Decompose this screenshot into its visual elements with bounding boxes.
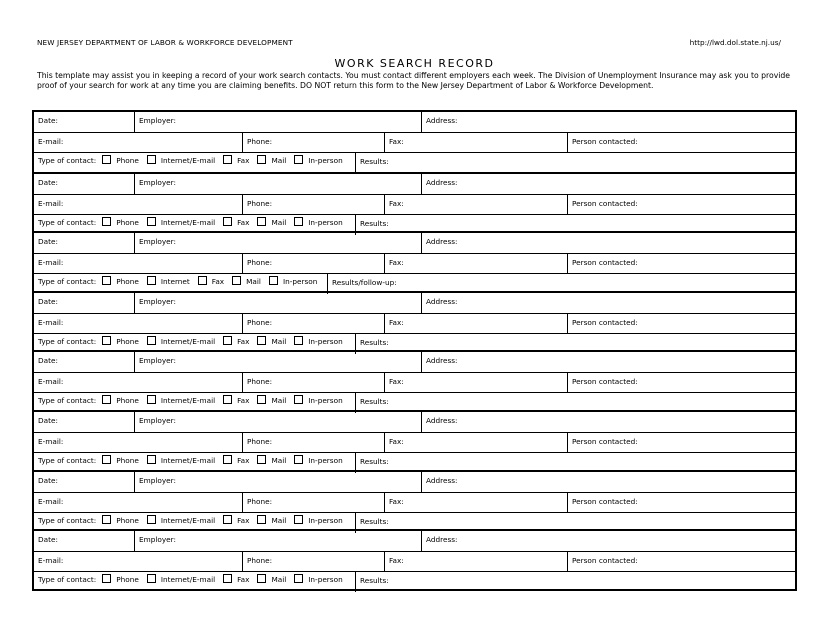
record-row-employer [34, 174, 795, 194]
address-field[interactable] [421, 233, 795, 253]
option-in-person[interactable] [294, 337, 342, 346]
phone-label: Phone: [247, 258, 273, 268]
email-field[interactable] [34, 373, 242, 393]
in-person-option-label: In-person [308, 575, 343, 585]
option-in-person[interactable] [294, 396, 342, 405]
mail-option-label: Mail [246, 277, 261, 287]
in-person-checkbox[interactable] [294, 217, 303, 226]
option-in-person[interactable] [294, 575, 342, 584]
person-contacted-field[interactable] [567, 552, 795, 572]
fax-label: Fax: [389, 437, 404, 446]
option-mail[interactable] [257, 575, 286, 584]
record-row-contact-info [34, 132, 795, 153]
option-fax[interactable] [223, 575, 249, 584]
option-phone[interactable] [102, 218, 139, 227]
internet-option-label: Internet/E-mail [160, 575, 216, 585]
person-contacted-field[interactable] [567, 373, 795, 393]
date-field[interactable] [34, 472, 134, 492]
phone-field[interactable] [242, 493, 384, 513]
contact-record [34, 470, 795, 532]
person-contacted-field[interactable] [567, 254, 795, 274]
internet-checkbox[interactable] [147, 155, 156, 164]
address-label: Address: [426, 116, 458, 125]
option-internet[interactable] [147, 218, 215, 227]
option-phone[interactable] [102, 575, 139, 584]
option-internet[interactable] [147, 516, 215, 525]
phone-label: Phone: [247, 437, 273, 446]
phone-field[interactable] [242, 133, 384, 153]
option-phone[interactable] [102, 277, 139, 286]
address-label: Address: [426, 356, 458, 366]
record-row-contact-info [34, 253, 795, 274]
internet-checkbox[interactable] [147, 515, 156, 524]
fax-label: Fax: [389, 377, 404, 387]
phone-option-label: Phone [116, 217, 139, 227]
date-label: Date: [38, 416, 58, 425]
fax-label: Fax: [389, 496, 404, 506]
mail-option-label: Mail [271, 217, 287, 227]
record-row-contact-info [34, 194, 795, 215]
option-mail[interactable] [232, 277, 261, 286]
employer-label: Employer: [139, 237, 176, 247]
employer-field[interactable] [134, 174, 421, 194]
phone-option-label: Phone [116, 396, 139, 406]
option-mail[interactable] [257, 156, 286, 165]
contact-record [34, 291, 795, 353]
fax-field[interactable] [384, 254, 567, 274]
contact-record [34, 231, 795, 293]
mail-checkbox[interactable] [257, 395, 266, 404]
phone-label: Phone: [247, 317, 273, 327]
internet-checkbox[interactable] [147, 574, 156, 583]
date-label: Date: [38, 237, 58, 247]
address-field[interactable] [421, 112, 795, 132]
fax-option-label: Fax [211, 277, 225, 287]
phone-label: Phone: [247, 556, 273, 566]
contact-type-cell [34, 572, 355, 592]
email-field[interactable] [34, 133, 242, 153]
phone-field[interactable] [242, 552, 384, 572]
mail-checkbox[interactable] [257, 217, 266, 226]
address-label: Address: [426, 475, 458, 485]
person-contacted-field[interactable] [567, 314, 795, 334]
results-label: Results: [360, 218, 389, 228]
phone-checkbox[interactable] [102, 217, 111, 226]
phone-option-label: Phone [116, 156, 139, 165]
contact-record [34, 350, 795, 412]
email-label: E-mail: [38, 377, 64, 387]
email-label: E-mail: [38, 317, 64, 327]
option-fax[interactable] [223, 337, 249, 346]
email-label: E-mail: [38, 258, 64, 268]
fax-checkbox[interactable] [223, 455, 232, 464]
mail-option-label: Mail [271, 456, 287, 465]
option-internet[interactable] [147, 396, 215, 405]
person-contacted-label: Person contacted: [572, 137, 638, 146]
option-internet[interactable] [147, 156, 215, 165]
mail-checkbox[interactable] [257, 155, 266, 164]
fax-field[interactable] [384, 552, 567, 572]
type-of-contact-label: Type of contact: [38, 396, 97, 406]
type-of-contact-label: Type of contact: [38, 156, 97, 165]
in-person-checkbox[interactable] [294, 395, 303, 404]
date-field[interactable] [34, 174, 134, 194]
phone-checkbox[interactable] [102, 515, 111, 524]
option-phone[interactable] [102, 156, 139, 165]
results-label: Results: [360, 397, 389, 407]
contact-record [34, 529, 795, 591]
date-label: Date: [38, 356, 58, 366]
mail-checkbox[interactable] [257, 574, 266, 583]
internet-option-label: Internet/E-mail [160, 336, 216, 346]
fax-checkbox[interactable] [223, 574, 232, 583]
mail-option-label: Mail [271, 575, 287, 585]
email-field[interactable] [34, 552, 242, 572]
email-label: E-mail: [38, 437, 64, 446]
address-label: Address: [426, 296, 458, 306]
record-row-contact-info [34, 492, 795, 513]
internet-option-label: Internet/E-mail [160, 456, 216, 465]
mail-option-label: Mail [271, 396, 287, 406]
email-field[interactable] [34, 195, 242, 215]
page-title: WORK SEARCH RECORD [334, 57, 495, 70]
date-field[interactable] [34, 352, 134, 372]
employer-field[interactable] [134, 472, 421, 492]
employer-label: Employer: [139, 535, 176, 545]
phone-checkbox[interactable] [102, 336, 111, 345]
internet-option-label: Internet/E-mail [160, 217, 216, 227]
phone-option-label: Phone [116, 456, 139, 465]
person-contacted-label: Person contacted: [572, 198, 638, 208]
option-in-person[interactable] [294, 516, 342, 525]
email-label: E-mail: [38, 137, 64, 146]
option-mail[interactable] [257, 218, 286, 227]
mail-option-label: Mail [271, 515, 287, 525]
address-field[interactable] [421, 472, 795, 492]
person-contacted-field[interactable] [567, 433, 795, 453]
fax-checkbox[interactable] [223, 155, 232, 164]
mail-option-label: Mail [271, 336, 287, 346]
employer-label: Employer: [139, 177, 176, 187]
type-of-contact-label: Type of contact: [38, 336, 97, 346]
phone-option-label: Phone [116, 515, 139, 525]
person-contacted-label: Person contacted: [572, 377, 638, 387]
in-person-option-label: In-person [308, 336, 343, 346]
employer-field[interactable] [134, 233, 421, 253]
results-label: Results: [360, 457, 389, 466]
date-field[interactable] [34, 112, 134, 132]
employer-field[interactable] [134, 112, 421, 132]
record-row-contact-info [34, 551, 795, 572]
results-label: Results: [360, 157, 389, 166]
option-fax[interactable] [223, 456, 249, 465]
address-field[interactable] [421, 352, 795, 372]
person-contacted-field[interactable] [567, 133, 795, 153]
employer-label: Employer: [139, 475, 176, 485]
fax-option-label: Fax [237, 336, 250, 346]
in-person-option-label: In-person [308, 515, 343, 525]
fax-field[interactable] [384, 195, 567, 215]
address-label: Address: [426, 237, 458, 247]
phone-label: Phone: [247, 137, 273, 146]
option-phone[interactable] [102, 456, 139, 465]
option-internet[interactable] [147, 277, 190, 286]
record-row-employer [34, 352, 795, 372]
fax-checkbox[interactable] [198, 276, 207, 285]
fax-option-label: Fax [237, 575, 250, 585]
contact-record [34, 112, 795, 172]
internet-option-label: Internet/E-mail [160, 396, 216, 406]
in-person-checkbox[interactable] [294, 574, 303, 583]
phone-field[interactable] [242, 373, 384, 393]
fax-option-label: Fax [237, 217, 250, 227]
address-label: Address: [426, 416, 458, 425]
phone-label: Phone: [247, 377, 273, 387]
record-row-employer [34, 233, 795, 253]
option-fax[interactable] [223, 156, 249, 165]
internet-checkbox[interactable] [147, 276, 156, 285]
fax-label: Fax: [389, 556, 404, 566]
date-field[interactable] [34, 293, 134, 313]
in-person-option-label: In-person [308, 456, 343, 465]
results-label: Results: [360, 576, 389, 586]
person-contacted-field[interactable] [567, 493, 795, 513]
fax-option-label: Fax [237, 515, 250, 525]
email-field[interactable] [34, 433, 242, 453]
phone-field[interactable] [242, 195, 384, 215]
person-contacted-label: Person contacted: [572, 556, 638, 566]
in-person-option-label: In-person [308, 217, 343, 227]
person-contacted-label: Person contacted: [572, 496, 638, 506]
date-label: Date: [38, 116, 58, 125]
option-mail[interactable] [257, 456, 286, 465]
address-field[interactable] [421, 531, 795, 551]
option-mail[interactable] [257, 396, 286, 405]
phone-checkbox[interactable] [102, 455, 111, 464]
in-person-checkbox[interactable] [269, 276, 278, 285]
in-person-option-label: In-person [308, 156, 343, 165]
option-internet[interactable] [147, 575, 215, 584]
email-field[interactable] [34, 493, 242, 513]
results-label: Results/follow-up: [332, 278, 397, 288]
employer-label: Employer: [139, 356, 176, 366]
agency-url[interactable]: http://lwd.dol.state.nj.us/ [689, 38, 781, 47]
phone-checkbox[interactable] [102, 276, 111, 285]
email-label: E-mail: [38, 556, 64, 566]
option-fax[interactable] [223, 218, 249, 227]
phone-checkbox[interactable] [102, 155, 111, 164]
internet-checkbox[interactable] [147, 336, 156, 345]
type-of-contact-label: Type of contact: [38, 277, 97, 287]
email-field[interactable] [34, 254, 242, 274]
employer-label: Employer: [139, 416, 176, 425]
internet-checkbox[interactable] [147, 455, 156, 464]
date-label: Date: [38, 296, 58, 306]
person-contacted-label: Person contacted: [572, 258, 638, 268]
fax-checkbox[interactable] [223, 395, 232, 404]
record-row-employer [34, 531, 795, 551]
phone-field[interactable] [242, 314, 384, 334]
person-contacted-label: Person contacted: [572, 437, 638, 446]
mail-checkbox[interactable] [257, 515, 266, 524]
fax-field[interactable] [384, 373, 567, 393]
in-person-checkbox[interactable] [294, 455, 303, 464]
date-field[interactable] [34, 233, 134, 253]
option-phone[interactable] [102, 396, 139, 405]
employer-field[interactable] [134, 293, 421, 313]
date-label: Date: [38, 475, 58, 485]
results-label: Results: [360, 516, 389, 526]
record-row-employer [34, 112, 795, 132]
results-label: Results: [360, 337, 389, 347]
type-of-contact-label: Type of contact: [38, 217, 97, 227]
email-field[interactable] [34, 314, 242, 334]
mail-checkbox[interactable] [257, 455, 266, 464]
contact-record [34, 410, 795, 472]
date-label: Date: [38, 535, 58, 545]
option-phone[interactable] [102, 337, 139, 346]
contact-record [34, 172, 795, 234]
fax-field[interactable] [384, 493, 567, 513]
in-person-checkbox[interactable] [294, 515, 303, 524]
in-person-checkbox[interactable] [294, 155, 303, 164]
option-in-person[interactable] [269, 277, 317, 286]
fax-field[interactable] [384, 133, 567, 153]
results-field[interactable] [355, 572, 795, 592]
phone-field[interactable] [242, 254, 384, 274]
fax-option-label: Fax [237, 156, 250, 165]
type-of-contact-label: Type of contact: [38, 515, 97, 525]
type-of-contact-label: Type of contact: [38, 456, 97, 465]
mail-option-label: Mail [271, 156, 287, 165]
option-fax[interactable] [223, 516, 249, 525]
option-in-person[interactable] [294, 456, 342, 465]
fax-label: Fax: [389, 198, 404, 208]
date-field[interactable] [34, 531, 134, 551]
internet-checkbox[interactable] [147, 395, 156, 404]
fax-checkbox[interactable] [223, 336, 232, 345]
record-row-contact-type [34, 571, 795, 592]
address-label: Address: [426, 177, 458, 187]
record-row-contact-info [34, 313, 795, 334]
phone-option-label: Phone [116, 575, 139, 585]
employer-field[interactable] [134, 352, 421, 372]
work-search-form [32, 110, 797, 591]
results-field[interactable] [355, 153, 795, 173]
fax-option-label: Fax [237, 396, 250, 406]
phone-field[interactable] [242, 433, 384, 453]
person-contacted-field[interactable] [567, 195, 795, 215]
internet-option-label: Internet/E-mail [160, 515, 216, 525]
date-label: Date: [38, 177, 58, 187]
agency-name: NEW JERSEY DEPARTMENT OF LABOR & WORKFORCE DEVELOPMENT [37, 38, 293, 47]
option-mail[interactable] [257, 337, 286, 346]
fax-field[interactable] [384, 314, 567, 334]
internet-option-label: Internet [160, 277, 190, 287]
phone-option-label: Phone [116, 336, 139, 346]
fax-field[interactable] [384, 433, 567, 453]
date-field[interactable] [34, 412, 134, 432]
option-mail[interactable] [257, 516, 286, 525]
option-phone[interactable] [102, 516, 139, 525]
intro-text: This template may assist you in keeping a record of your work search contacts. You must contact different employers each week. The Division of Unemployment Insurance may ask you to provide proof of your search for work at any time you are claiming benefits. DO NOT return this form to the New Jersey Department of Labor & Workforce Development. [37, 71, 790, 91]
fax-label: Fax: [389, 317, 404, 327]
in-person-checkbox[interactable] [294, 336, 303, 345]
record-row-employer [34, 293, 795, 313]
phone-checkbox[interactable] [102, 574, 111, 583]
employer-field[interactable] [134, 412, 421, 432]
option-fax[interactable] [223, 396, 249, 405]
fax-checkbox[interactable] [223, 515, 232, 524]
option-internet[interactable] [147, 337, 215, 346]
person-contacted-label: Person contacted: [572, 317, 638, 327]
in-person-option-label: In-person [282, 277, 318, 287]
option-in-person[interactable] [294, 218, 342, 227]
internet-checkbox[interactable] [147, 217, 156, 226]
email-label: E-mail: [38, 496, 64, 506]
contact-type-cell [34, 153, 355, 173]
record-row-contact-info [34, 432, 795, 453]
option-in-person[interactable] [294, 156, 342, 165]
employer-label: Employer: [139, 296, 176, 306]
mail-checkbox[interactable] [232, 276, 241, 285]
address-field[interactable] [421, 412, 795, 432]
fax-checkbox[interactable] [223, 217, 232, 226]
in-person-option-label: In-person [308, 396, 343, 406]
mail-checkbox[interactable] [257, 336, 266, 345]
phone-label: Phone: [247, 198, 273, 208]
address-field[interactable] [421, 174, 795, 194]
record-row-employer [34, 472, 795, 492]
fax-label: Fax: [389, 258, 404, 268]
employer-label: Employer: [139, 116, 176, 125]
internet-option-label: Internet/E-mail [160, 156, 216, 165]
email-label: E-mail: [38, 198, 64, 208]
record-row-employer [34, 412, 795, 432]
address-field[interactable] [421, 293, 795, 313]
option-fax[interactable] [198, 277, 224, 286]
address-label: Address: [426, 535, 458, 545]
option-internet[interactable] [147, 456, 215, 465]
phone-checkbox[interactable] [102, 395, 111, 404]
employer-field[interactable] [134, 531, 421, 551]
fax-option-label: Fax [237, 456, 250, 465]
fax-label: Fax: [389, 137, 404, 146]
record-row-contact-type [34, 152, 795, 173]
phone-label: Phone: [247, 496, 273, 506]
phone-option-label: Phone [116, 277, 139, 287]
record-row-contact-info [34, 372, 795, 393]
type-of-contact-label: Type of contact: [38, 575, 97, 585]
